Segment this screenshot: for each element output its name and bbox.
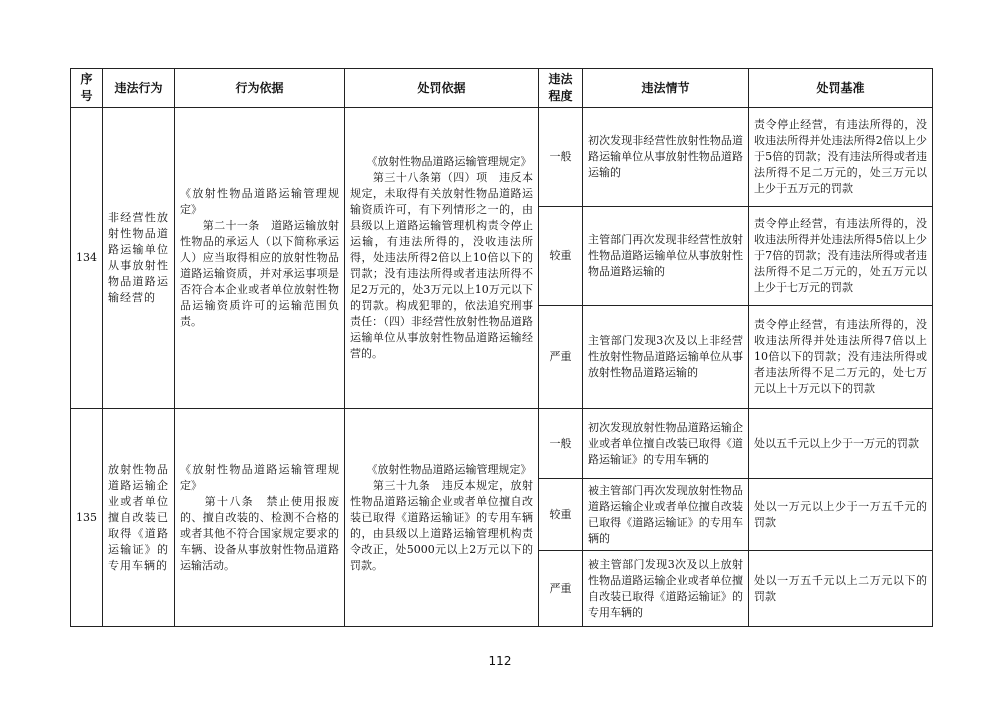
row-situation: 被主管部门发现3次及以上放射性物品道路运输企业或者单位擅自改装已取得《道路运输证》的专用车辆的 <box>583 551 749 627</box>
row-behavior: 非经营性放射性物品道路运输单位从事放射性物品道路运输经营的 <box>103 108 175 409</box>
row-standard: 处以一万元以上少于一万五千元的罚款 <box>749 479 933 551</box>
row-degree: 严重 <box>539 306 583 409</box>
row-situation: 主管部门发现3次及以上非经营性放射性物品道路运输单位从事放射性物品道路运输的 <box>583 306 749 409</box>
row-situation: 初次发现放射性物品道路运输企业或者单位擅自改装已取得《道路运输证》的专用车辆的 <box>583 409 749 479</box>
row-standard: 处以五千元以上少于一万元的罚款 <box>749 409 933 479</box>
header-seq: 序号 <box>71 69 103 108</box>
row-situation: 初次发现非经营性放射性物品道路运输单位从事放射性物品道路运输的 <box>583 108 749 207</box>
row-penalty-basis: 《放射性物品道路运输管理规定》 第三十九条 违反本规定，放射性物品道路运输企业或者单位擅自改装已取得《道路运输证》的专用车辆的，由县级以上道路运输管理机构责令改正，处5000元以上2万元以下的罚款。 <box>345 409 539 627</box>
table-row <box>71 108 933 207</box>
row-basis: 《放射性物品道路运输管理规定》 第二十一条 道路运输放射性物品的承运人（以下简称承运人）应当取得相应的放射性物品道路运输资质，并对承运事项是否符合本企业或者单位放射性物品运输资质许可的运输范围负责。 <box>175 108 345 409</box>
header-degree: 违法程度 <box>539 69 583 108</box>
table-row <box>71 409 933 479</box>
row-standard: 处以一万五千元以上二万元以下的罚款 <box>749 551 933 627</box>
header-standard: 处罚基准 <box>749 69 933 108</box>
row-seq: 135 <box>71 409 103 627</box>
row-standard: 责令停止经营，有违法所得的，没收违法所得并处违法所得5倍以上少于7倍的罚款；没有违法所得或者违法所得不足二万元的，处五万元以上少于七万元的罚款 <box>749 207 933 306</box>
row-situation: 主管部门再次发现非经营性放射性物品道路运输单位从事放射性物品道路运输的 <box>583 207 749 306</box>
header-penalty-basis: 处罚依据 <box>345 69 539 108</box>
row-basis: 《放射性物品道路运输管理规定》 第十八条 禁止使用报废的、擅自改装的、检测不合格的或者其他不符合国家规定要求的车辆、设备从事放射性物品道路运输活动。 <box>175 409 345 627</box>
row-penalty-basis: 《放射性物品道路运输管理规定》 第三十八条第（四）项 违反本规定，未取得有关放射性物品道路运输资质许可，有下列情形之一的，由县级以上道路运输管理机构责令停止运输，有违法所得的，没收违法所得，处违法所得2倍以上10倍以下的罚款；没有违法所得或者违法所得不足2万元的，处3万元以上10万元以下的罚款。构成犯罪的，依法追究刑事责任：（四）非经营性放射性物品道路运输单位从事放射性物品道路运输经营的。 <box>345 108 539 409</box>
row-degree: 较重 <box>539 479 583 551</box>
header-row <box>71 69 933 108</box>
header-basis: 行为依据 <box>175 69 345 108</box>
header-situation: 违法情节 <box>583 69 749 108</box>
row-seq: 134 <box>71 108 103 409</box>
row-degree: 严重 <box>539 551 583 627</box>
row-situation: 被主管部门再次发现放射性物品道路运输企业或者单位擅自改装已取得《道路运输证》的专用车辆的 <box>583 479 749 551</box>
row-behavior: 放射性物品道路运输企业或者单位擅自改装已取得《道路运输证》的专用车辆的 <box>103 409 175 627</box>
row-degree: 一般 <box>539 409 583 479</box>
row-standard: 责令停止经营，有违法所得的，没收违法所得并处违法所得2倍以上少于5倍的罚款；没有违法所得或者违法所得不足二万元的，处三万元以上少于五万元的罚款 <box>749 108 933 207</box>
row-degree: 较重 <box>539 207 583 306</box>
header-behavior: 违法行为 <box>103 69 175 108</box>
page-number: 112 <box>488 654 512 668</box>
row-degree: 一般 <box>539 108 583 207</box>
row-standard: 责令停止经营，有违法所得的，没收违法所得并处违法所得7倍以上10倍以下的罚款；没有违法所得或者违法所得不足二万元的，处七万元以上十万元以下的罚款 <box>749 306 933 409</box>
penalty-standard-table <box>70 68 933 627</box>
